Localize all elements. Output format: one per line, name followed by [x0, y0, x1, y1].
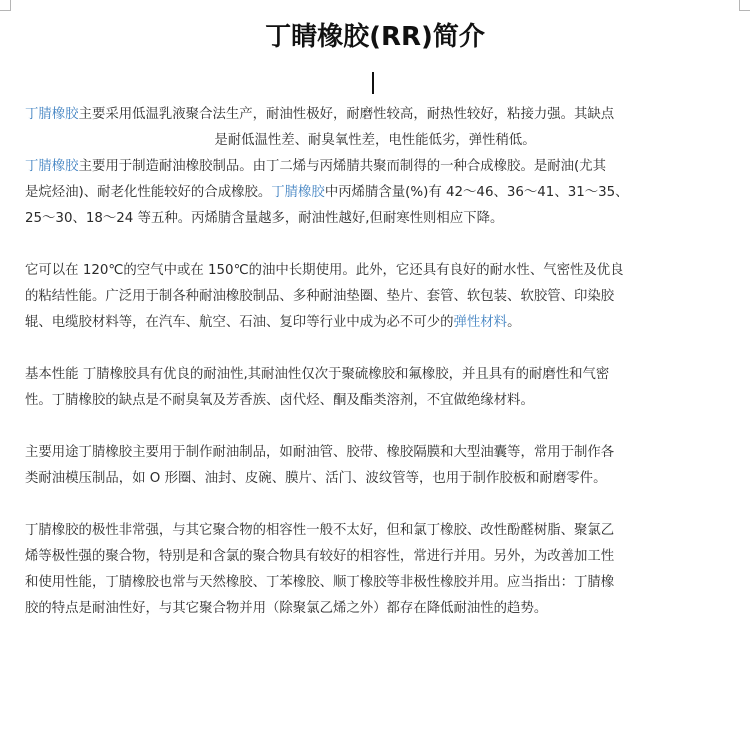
text-run: 胶的特点是耐油性好，与其它聚合物并用（除聚氯乙烯之外）都存在降低耐油性的趋势。 — [25, 601, 548, 616]
text-line — [25, 466, 725, 492]
text-run: 是耐低温性差、耐臭氧性差，电性能低劣，弹性稍低。 — [214, 133, 536, 148]
page-corner-mark-right — [739, 0, 750, 11]
text-line — [25, 310, 725, 336]
text-run: 它可以在 120℃的空气中或在 150℃的油中长期使用。此外，它还具有良好的耐水性、气密性及优良 — [25, 263, 624, 278]
text-run: 是烷烃油)、耐老化性能较好的合成橡胶。 — [25, 185, 272, 200]
text-run: 和使用性能，丁腈橡胶也常与天然橡胶、丁苯橡胶、顺丁橡胶等非极性橡胶并用。应当指出：丁腈橡 — [25, 575, 615, 590]
paragraph-2 — [25, 154, 725, 232]
text-run: 烯等极性强的聚合物，特别是和含氯的聚合物具有较好的相容性，常进行并用。另外，为改善加工性 — [25, 549, 615, 564]
text-run: 主要用于制造耐油橡胶制品。由丁二烯与丙烯腈共聚而制得的一种合成橡胶。是耐油(尤其 — [78, 159, 607, 174]
text-run: 的粘结性能。广泛用于制各种耐油橡胶制品、多种耐油垫圈、垫片、套管、软包装、软胶管、印染胶 — [25, 289, 615, 304]
paragraph-4 — [25, 362, 725, 414]
text-run: 基本性能 丁腈橡胶具有优良的耐油性,其耐油性仅次于聚硫橡胶和氟橡胶，并且具有的耐磨性和气密 — [25, 367, 610, 382]
text-line — [25, 362, 725, 388]
text-line — [25, 440, 725, 466]
document-page — [25, 14, 725, 616]
text-line — [25, 102, 725, 128]
nitrile-rubber-link[interactable]: 丁腈橡胶 — [271, 185, 325, 200]
text-run: 辊、电缆胶材料等，在汽车、航空、石油、复印等行业中成为必不可少的 — [25, 315, 454, 330]
text-cursor — [372, 72, 374, 94]
text-line — [25, 206, 725, 232]
paragraph-3 — [25, 258, 725, 336]
text-run: 25～30、18～24 等五种。丙烯腈含量越多，耐油性越好,但耐寒性则相应下降。 — [25, 211, 504, 226]
nitrile-rubber-link[interactable]: 丁腈橡胶 — [25, 107, 79, 122]
page-corner-mark-left — [0, 0, 11, 11]
text-run: 性。丁腈橡胶的缺点是不耐臭氧及芳香族、卤代烃、酮及酯类溶剂，不宜做绝缘材料。 — [25, 393, 534, 408]
text-line — [25, 128, 725, 154]
paragraph-5 — [25, 440, 725, 492]
text-line — [25, 518, 725, 544]
text-line — [25, 258, 725, 284]
text-line — [25, 544, 725, 570]
text-run: 主要用途丁腈橡胶主要用于制作耐油制品，如耐油管、胶带、橡胶隔膜和大型油囊等，常用于制作各 — [25, 445, 615, 460]
nitrile-rubber-link[interactable]: 丁腈橡胶 — [25, 159, 79, 174]
text-line — [25, 570, 725, 596]
paragraph-6 — [25, 518, 725, 622]
text-run: 类耐油模压制品，如 O 形圈、油封、皮碗、膜片、活门、波纹管等，也用于制作胶板和耐磨零件。 — [25, 471, 607, 486]
text-line — [25, 388, 725, 414]
text-line — [25, 154, 725, 180]
document-body[interactable] — [25, 102, 725, 622]
document-title: 丁睛橡胶(RR)简介 — [265, 22, 485, 52]
paragraph-1 — [25, 102, 725, 154]
text-line — [25, 180, 725, 206]
text-run: 主要采用低温乳液聚合法生产，耐油性极好，耐磨性较高，耐热性较好，粘接力强。其缺点 — [78, 107, 615, 122]
text-line — [25, 284, 725, 310]
text-run: 丁腈橡胶的极性非常强，与其它聚合物的相容性一般不太好，但和氯丁橡胶、改性酚醛树脂、聚氯乙 — [25, 523, 615, 538]
elastic-material-link[interactable]: 弹性材料 — [453, 315, 508, 330]
text-run: 。 — [507, 315, 521, 330]
text-line — [25, 596, 725, 622]
text-run: 中丙烯腈含量(%)有 42～46、36～41、31～35、 — [324, 185, 629, 200]
